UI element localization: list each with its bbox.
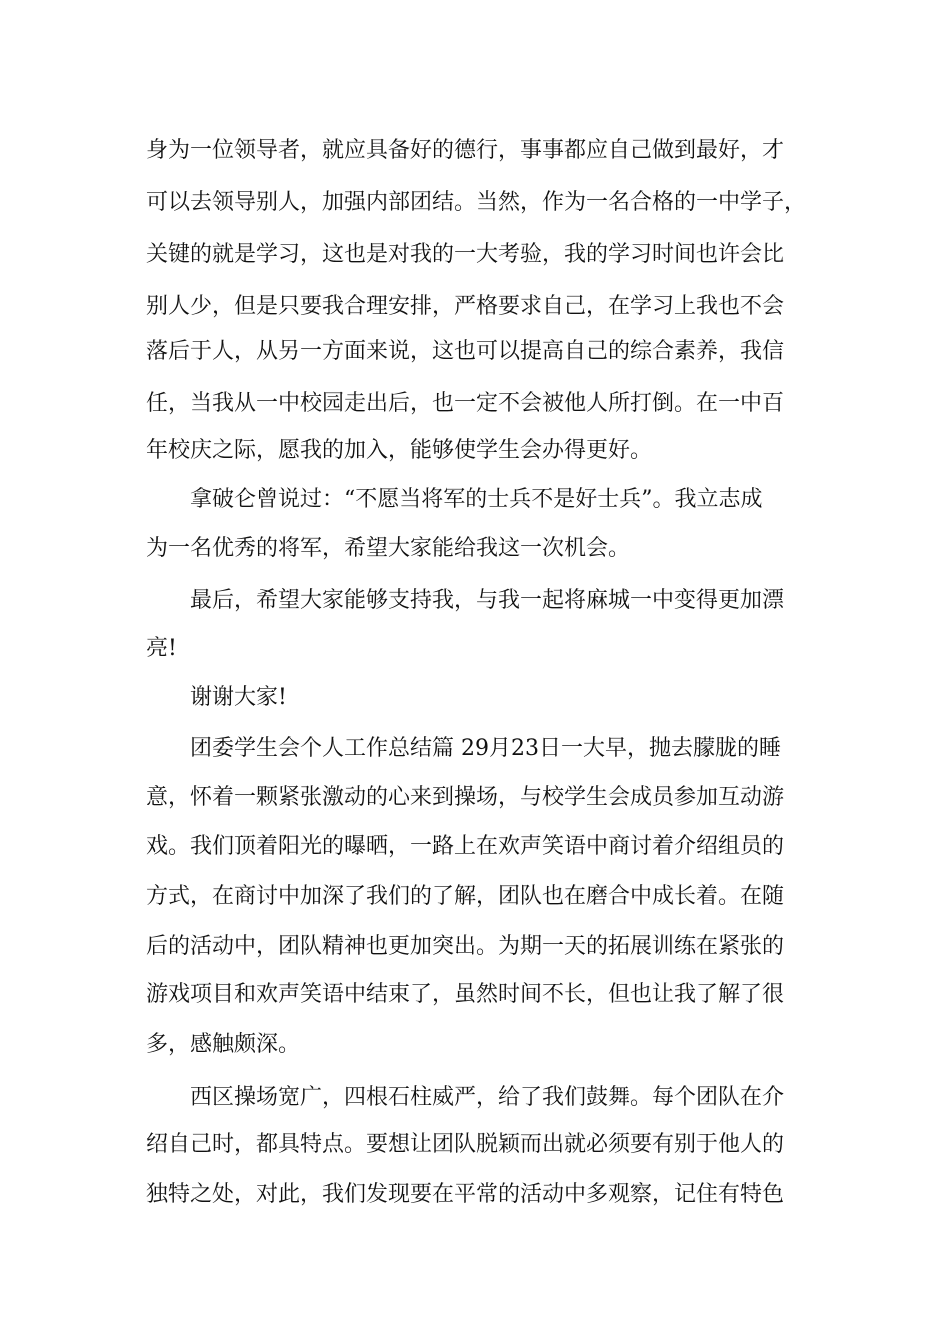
text-line: 戏。我们顶着阳光的曝晒，一路上在欢声笑语中商讨着介绍组员的 [146, 834, 785, 859]
text-line: 任，当我从一中校园走出后，也一定不会被他人所打倒。在一中百 [146, 391, 785, 416]
text-line: 多，感触颇深。 [146, 1032, 301, 1057]
text-line: 团委学生会个人工作总结篇 29月23日一大早，抛去朦胧的睡 [190, 736, 781, 761]
text-line: 为一名优秀的将军，希望大家能给我这一次机会。 [146, 536, 631, 561]
text-line: 西区操场宽广，四根石柱威严，给了我们鼓舞。每个团队在介 [190, 1085, 785, 1110]
text-line: 身为一位领导者，就应具备好的德行，事事都应自己做到最好，才 [146, 138, 785, 163]
text-line: 亮! [146, 636, 177, 661]
text-line: 别人少，但是只要我合理安排，严格要求自己，在学习上我也不会 [146, 294, 785, 319]
text-line: 独特之处，对此，我们发现要在平常的活动中多观察，记住有特色 [146, 1182, 785, 1207]
text-line: 游戏项目和欢声笑语中结束了，虽然时间不长，但也让我了解了很 [146, 982, 785, 1007]
text-line: 意，怀着一颗紧张激动的心来到操场，与校学生会成员参加互动游 [146, 785, 785, 810]
text-line: 落后于人，从另一方面来说，这也可以提高自己的综合素养，我信 [146, 339, 785, 364]
text-line: 关键的就是学习，这也是对我的一大考验，我的学习时间也许会比 [146, 242, 785, 267]
text-line: 谢谢大家! [190, 685, 287, 710]
text-line: 绍自己时，都具特点。要想让团队脱颖而出就必须要有别于他人的 [146, 1132, 785, 1157]
text-line: 拿破仑曾说过：“不愿当将军的士兵不是好士兵”。我立志成 [190, 487, 763, 512]
text-line: 可以去领导别人，加强内部团结。当然，作为一名合格的一中学子， [146, 190, 807, 215]
text-line: 方式，在商讨中加深了我们的了解，团队也在磨合中成长着。在随 [146, 884, 785, 909]
text-line: 最后，希望大家能够支持我，与我一起将麻城一中变得更加漂 [190, 588, 785, 613]
text-line: 后的活动中，团队精神也更加突出。为期一天的拓展训练在紧张的 [146, 934, 785, 959]
text-line: 年校庆之际，愿我的加入，能够使学生会办得更好。 [146, 438, 653, 463]
